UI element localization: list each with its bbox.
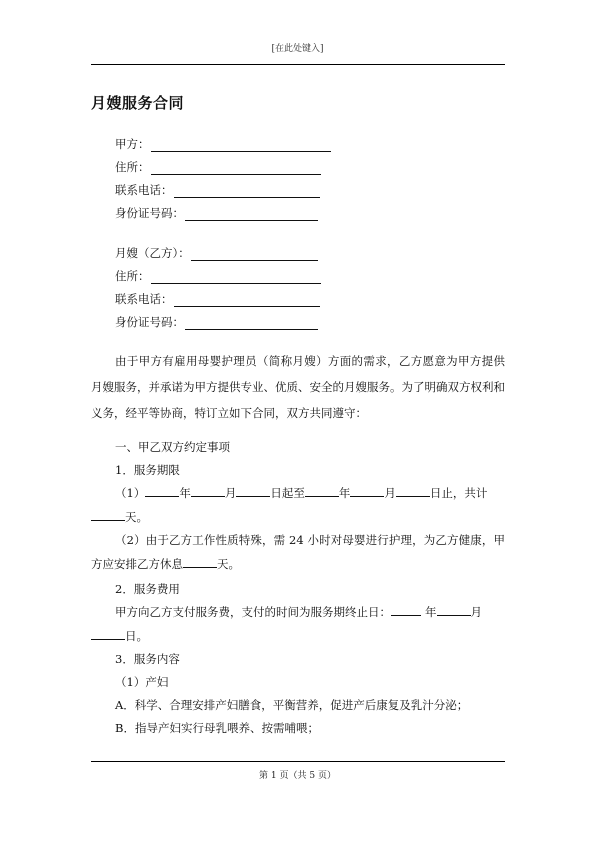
party-a-name-blank[interactable] — [151, 139, 331, 152]
party-a-phone-blank[interactable] — [174, 185, 320, 198]
payment-month-label: 月 — [470, 605, 482, 619]
party-b-address-label: 住所： — [115, 269, 150, 283]
party-a-address-field — [115, 159, 321, 175]
item-2-line — [91, 601, 505, 623]
start-day-blank[interactable] — [236, 484, 270, 497]
payment-month-blank[interactable] — [437, 603, 471, 616]
month-label: 月 — [224, 486, 237, 500]
party-a-phone-label: 联系电话： — [115, 183, 173, 197]
party-a-name-field — [115, 136, 331, 152]
item-1-1-prefix: （1） — [115, 486, 146, 500]
party-b-name-label: 月嫂（乙方）： — [115, 246, 190, 260]
party-b-id-blank[interactable] — [185, 317, 318, 330]
payment-day-blank[interactable] — [91, 627, 125, 640]
item-1-2-paragraph — [91, 528, 505, 576]
party-b-id-field — [115, 314, 318, 330]
party-b-phone-label: 联系电话： — [115, 292, 173, 306]
party-a-phone-field — [115, 182, 320, 198]
item-2-heading: 2．服务费用 — [115, 582, 180, 596]
footer-divider — [91, 761, 505, 762]
item-1-2-text: （2）由于乙方工作性质特殊，需 24 小时对母婴进行护理，为乙方健康，甲方应安排乙方休息 — [91, 533, 505, 571]
party-a-id-label: 身份证号码： — [115, 206, 184, 220]
item-1-1-line — [91, 482, 505, 504]
payment-day-label: 日。 — [125, 629, 148, 643]
start-year-blank[interactable] — [145, 484, 179, 497]
party-a-id-blank[interactable] — [185, 208, 318, 221]
end-day-blank[interactable] — [396, 484, 430, 497]
page-number: 第 1 页（共 5 页） — [259, 771, 336, 781]
party-a-id-field — [115, 205, 318, 221]
item-2-text: 甲方向乙方支付服务费，支付的时间为服务期终止日： — [115, 605, 391, 619]
party-b-name-field — [115, 245, 318, 261]
day-to-label: 日止，共计 — [429, 486, 488, 500]
item-3-sub-1: （1）产妇 — [115, 675, 169, 689]
end-month-blank[interactable] — [350, 484, 384, 497]
total-days-label: 天。 — [125, 510, 148, 524]
payment-year-blank[interactable] — [391, 603, 421, 616]
party-a-name-label: 甲方： — [115, 137, 150, 151]
total-days-blank[interactable] — [91, 508, 125, 521]
day-from-label: 日起至 — [270, 486, 305, 500]
party-b-phone-blank[interactable] — [174, 294, 320, 307]
rest-days-blank[interactable] — [183, 555, 217, 568]
item-3-b: B．指导产妇实行母乳喂养、按需哺喂； — [115, 721, 319, 735]
item-3-a: A．科学、合理安排产妇膳食，平衡营养，促进产后康复及乳汁分泌； — [115, 698, 469, 712]
party-b-name-blank[interactable] — [191, 248, 318, 261]
party-a-address-blank[interactable] — [151, 162, 321, 175]
party-a-address-label: 住所： — [115, 160, 150, 174]
item-2-continuation — [91, 625, 505, 647]
item-3-heading: 3．服务内容 — [115, 652, 180, 666]
rest-days-label: 天。 — [217, 557, 240, 571]
document-title: 月嫂服务合同 — [91, 94, 185, 112]
payment-year-label: 年 — [425, 605, 437, 619]
preamble-paragraph: 由于甲方有雇用母婴护理员（简称月嫂）方面的需求，乙方愿意为甲方提供月嫂服务，并承诺为甲方提供专业、优质、安全的月嫂服务。为了明确双方权利和义务，经平等协商，特订立如下合同，双方共同遵守： — [91, 354, 505, 420]
start-month-blank[interactable] — [191, 484, 225, 497]
year-label: 年 — [179, 486, 191, 500]
item-1-heading: 1．服务期限 — [115, 463, 180, 477]
party-b-phone-field — [115, 291, 320, 307]
end-year-blank[interactable] — [305, 484, 339, 497]
header-placeholder[interactable]: [在此处键入] — [271, 44, 324, 54]
party-b-address-field — [115, 268, 321, 284]
header-divider — [91, 64, 505, 65]
item-1-1-continuation — [91, 506, 505, 528]
party-b-address-blank[interactable] — [151, 271, 321, 284]
party-b-id-label: 身份证号码： — [115, 315, 184, 329]
month-label-2: 月 — [384, 486, 396, 500]
year-label-2: 年 — [338, 486, 351, 500]
section-1-heading: 一、甲乙双方约定事项 — [115, 440, 230, 454]
